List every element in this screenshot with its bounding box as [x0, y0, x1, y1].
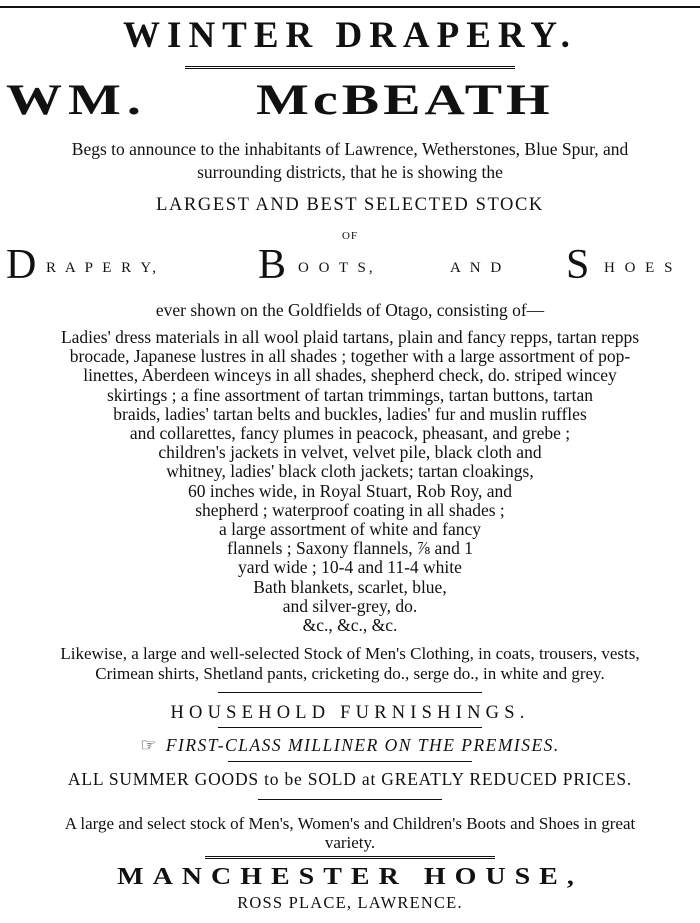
store-name: MANCHESTER HOUSE,: [117, 863, 583, 891]
shoes-rest: H O E S: [604, 260, 676, 276]
description-line: flannels ; Saxony flannels, ⅞ and 1: [227, 538, 473, 559]
description-line: children's jackets in velvet, velvet pile, black cloth and: [158, 442, 542, 463]
boots-shoes-text: [0, 814, 700, 852]
household-heading: HOUSEHOLD FURNISHINGS.: [170, 703, 530, 723]
top-border: [0, 6, 700, 8]
boots-shoes-line: variety.: [324, 833, 376, 852]
divider: [218, 727, 482, 728]
shoes-initial: S: [566, 242, 590, 288]
description-line: Bath blankets, scarlet, blue,: [253, 576, 447, 597]
and-word: A N D: [450, 260, 505, 276]
description-line: &c., &c., &c.: [302, 615, 398, 636]
divider: [228, 761, 472, 762]
mens-clothing-text: [0, 644, 700, 684]
merchant-name: [0, 75, 700, 134]
divider: [205, 856, 495, 859]
intro-line: Begs to announce to the inhabitants of Lawrence, Wetherstones, Blue Spur, and: [71, 139, 629, 159]
description-line: yard wide ; 10-4 and 11-4 white: [238, 557, 462, 578]
mens-clothing-line: Likewise, a large and well-selected Stock of Men's Clothing, in coats, trousers, vests,: [60, 644, 640, 663]
divider: [258, 799, 442, 800]
description-line: braids, ladies' tartan belts and buckles, ladies' fur and muslin ruffles: [113, 403, 587, 424]
intro-text: [0, 138, 700, 184]
boots-shoes-line: A large and select stock of Men's, Women's and Children's Boots and Shoes in great: [64, 814, 636, 833]
description-line: and collarettes, fancy plumes in peacock, pheasant, and grebe ;: [129, 423, 571, 444]
description-block: [0, 328, 700, 635]
divider: [185, 66, 515, 69]
description-line: and silver-grey, do.: [282, 595, 418, 616]
merchant-first-name: WM.: [6, 75, 147, 125]
description-line: a large assortment of white and fancy: [218, 519, 482, 540]
page-title: WINTER DRAPERY.: [123, 15, 577, 56]
mens-clothing-line: Crimean shirts, Shetland pants, cricketing do., serge do., in white and grey.: [95, 664, 605, 683]
summer-sale-notice: ALL SUMMER GOODS to be SOLD at GREATLY REDUCED PRICES.: [67, 769, 633, 789]
description-line: 60 inches wide, in Royal Stuart, Rob Roy, and: [187, 480, 513, 501]
milliner-notice: [0, 735, 700, 756]
drapery-initial: D: [6, 242, 37, 288]
merchant-last-name: McBEATH: [256, 75, 554, 125]
description-line: skirtings ; a fine assortment of tartan trimmings, tartan buttons, tartan: [106, 384, 593, 405]
description-line: linettes, Aberdeen winceys in all shades, shepherd check, do. striped wincey: [83, 365, 617, 386]
headline-largest: LARGEST AND BEST SELECTED STOCK: [156, 195, 544, 215]
drapery-rest: R A P E R Y,: [46, 260, 159, 276]
store-address: ROSS PLACE, LAWRENCE.: [237, 893, 463, 912]
intro-line: surrounding districts, that he is showing the: [197, 162, 503, 182]
description-line: shepherd ; waterproof coating in all shades ;: [195, 499, 505, 520]
pointing-hand-icon: ☞: [140, 735, 158, 755]
boots-rest: O O T S,: [298, 260, 376, 276]
milliner-text: FIRST-CLASS MILLINER ON THE PREMISES.: [165, 735, 560, 755]
consisting-line: ever shown on the Goldfields of Otago, consisting of—: [155, 300, 545, 320]
description-line: brocade, Japanese lustres in all shades ; together with a large assortment of pop-: [69, 346, 631, 367]
divider: [218, 692, 482, 693]
boots-initial: B: [258, 242, 287, 288]
description-line: whitney, ladies' black cloth jackets; tartan cloakings,: [166, 461, 534, 482]
categories-line: [0, 242, 700, 288]
headline-of: OF: [341, 230, 359, 242]
description-line: Ladies' dress materials in all wool plaid tartans, plain and fancy repps, tartan repps: [60, 327, 640, 347]
